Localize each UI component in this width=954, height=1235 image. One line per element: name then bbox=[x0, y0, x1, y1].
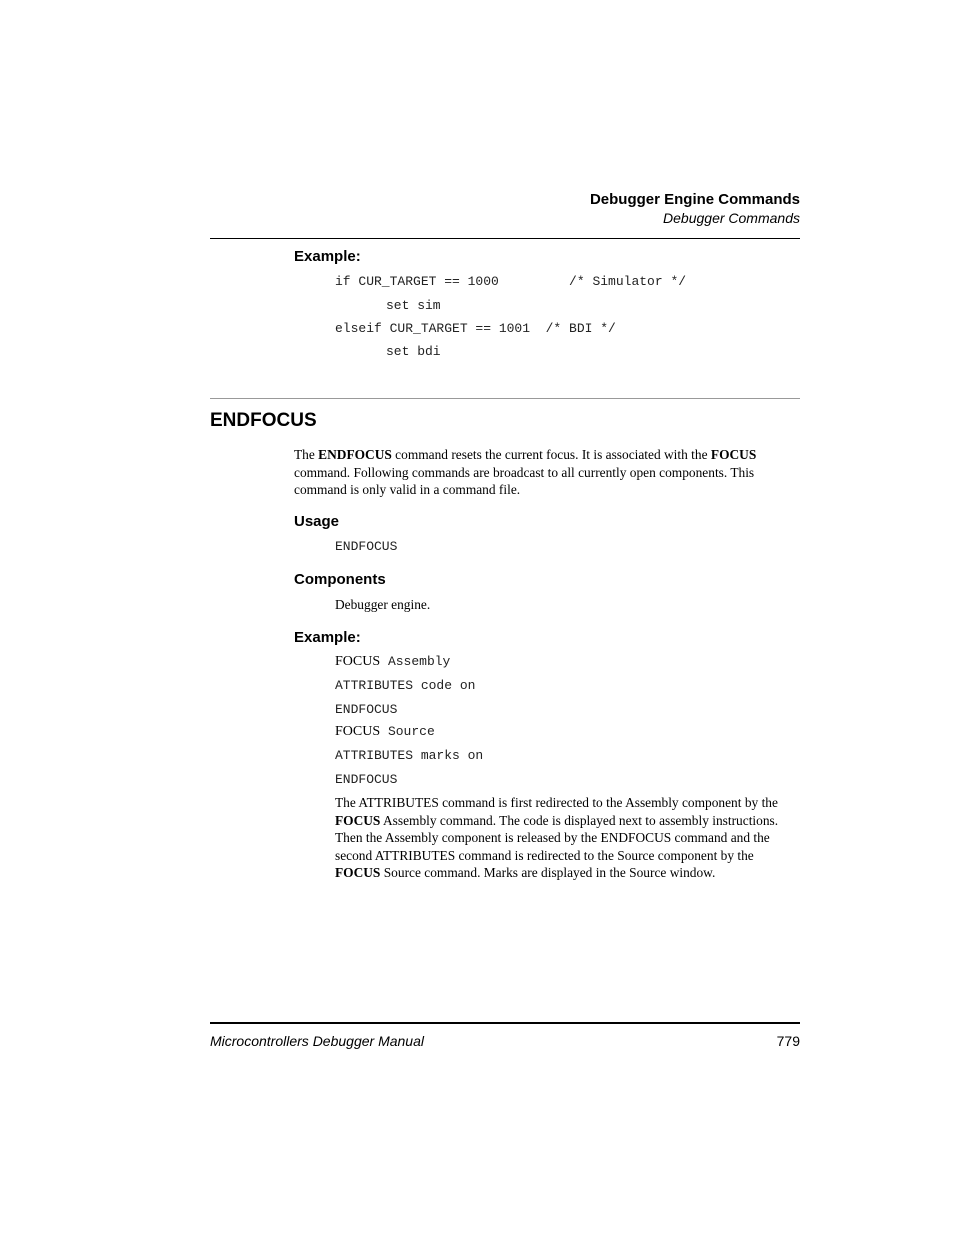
page-number: 779 bbox=[776, 1033, 800, 1049]
code-line: ENDFOCUS bbox=[335, 772, 398, 787]
header-rule bbox=[210, 238, 800, 239]
code-line: if CUR_TARGET == 1000 /* Simulator */ bbox=[335, 274, 687, 289]
code-line: ATTRIBUTES marks on bbox=[335, 748, 484, 763]
code-line: elseif CUR_TARGET == 1001 /* BDI */ bbox=[335, 321, 616, 336]
code-line: set bdi bbox=[386, 344, 441, 359]
example-heading: Example: bbox=[294, 629, 361, 646]
intro-paragraph: The ENDFOCUS command resets the current focus. It is associated with the FOCUS command. Following commands are broadcast to all currently open components. This command is only valid in a command file. bbox=[294, 447, 757, 497]
section-rule bbox=[210, 398, 800, 399]
code-line: ENDFOCUS bbox=[335, 702, 398, 717]
components-text: Debugger engine. bbox=[335, 597, 431, 612]
code-line: set sim bbox=[386, 298, 441, 313]
running-header-subtitle: Debugger Commands bbox=[663, 210, 800, 226]
section-title: ENDFOCUS bbox=[210, 410, 317, 431]
footer-rule bbox=[210, 1022, 800, 1024]
usage-heading: Usage bbox=[294, 513, 340, 530]
code-line: FOCUS Assembly bbox=[335, 654, 451, 669]
usage-code: ENDFOCUS bbox=[335, 539, 398, 554]
code-line: ATTRIBUTES code on bbox=[335, 678, 476, 693]
example-heading: Example: bbox=[294, 248, 361, 265]
code-line: FOCUS Source bbox=[335, 724, 435, 739]
components-heading: Components bbox=[294, 571, 386, 588]
running-header-title: Debugger Engine Commands bbox=[589, 191, 800, 208]
footer-title: Microcontrollers Debugger Manual bbox=[210, 1033, 424, 1049]
explanation-paragraph: The ATTRIBUTES command is first redirected to the Assembly component by the FOCUS Assembly command. The code is displayed next to assembly instructions. Then the Assembly component is released by the ENDFOCUS command and the second ATTRIBUTES command is redirected to the Source component by the FOCUS Source command. Marks are displayed in the Source window. bbox=[335, 795, 779, 880]
